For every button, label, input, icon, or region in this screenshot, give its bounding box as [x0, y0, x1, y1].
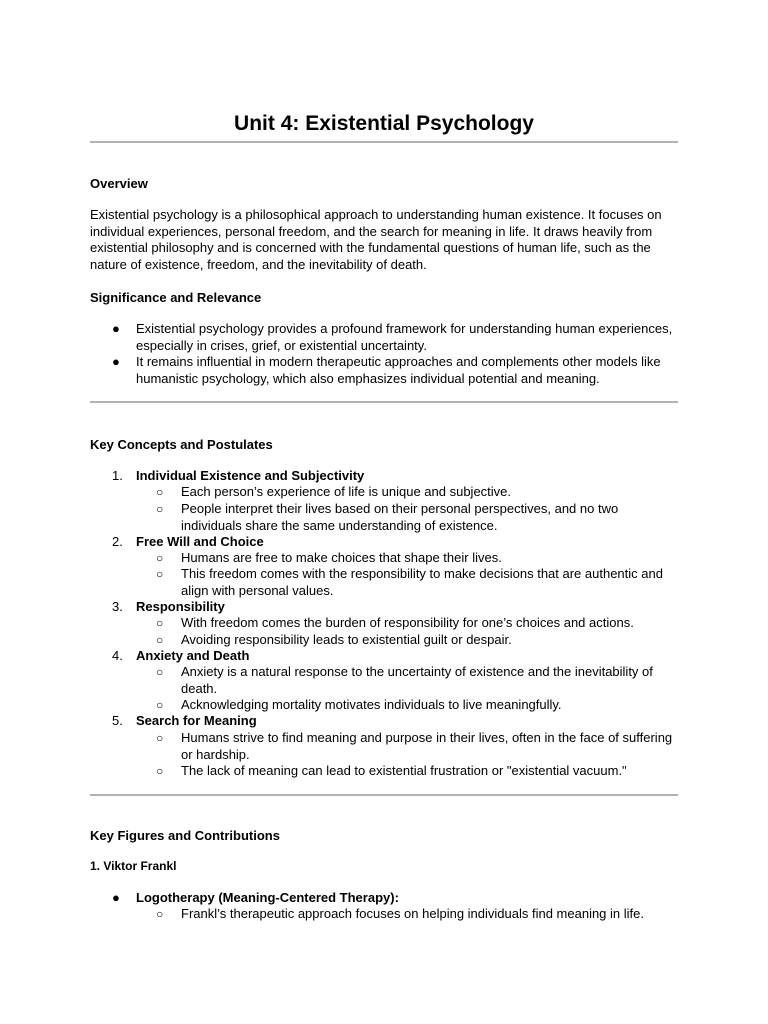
circle-marker: ○: [156, 485, 164, 499]
overview-text: Existential psychology is a philosophical approach to understanding human existence. It focuses on individual experiences, personal freedom, and the search for meaning in life. It draws heavily from existential philosophy and is concerned with the fundamental questions of human life, such as the nature of existence, freedom, and the inevitability of death.: [90, 207, 662, 272]
key-concepts-heading: Key Concepts and Postulates: [90, 437, 273, 452]
concept-item-5: [112, 713, 257, 730]
list-number: 4.: [112, 648, 123, 663]
concept-item-2: [112, 534, 264, 551]
section-divider: [90, 401, 678, 403]
section-divider: [90, 794, 678, 796]
concept-sub-item: [156, 697, 678, 714]
sub-item-text: Acknowledging mortality motivates individuals to live meaningfully.: [181, 697, 562, 712]
concept-title: Individual Existence and Subjectivity: [136, 468, 365, 483]
significance-bullet-2: [110, 354, 678, 387]
title-divider: [90, 141, 678, 143]
circle-marker: ○: [156, 764, 164, 778]
sub-item-text: Frankl’s therapeutic approach focuses on helping individuals find meaning in life.: [181, 906, 644, 921]
concept-item-3: [112, 599, 225, 616]
sub-item-text: Humans strive to find meaning and purpose in their lives, often in the face of suffering or hardship.: [181, 730, 673, 762]
concept-sub-item: [156, 566, 678, 599]
circle-marker: ○: [156, 907, 164, 921]
concept-sub-item: [156, 550, 678, 567]
circle-marker: ○: [156, 698, 164, 712]
overview-heading: Overview: [90, 176, 148, 191]
concept-sub-item: [156, 484, 678, 501]
bullet-marker: ●: [112, 321, 120, 336]
concept-item-4: [112, 648, 249, 665]
sub-item-text: The lack of meaning can lead to existential frustration or "existential vacuum.": [181, 763, 627, 778]
list-number: 2.: [112, 534, 123, 549]
circle-marker: ○: [156, 731, 164, 745]
sub-item-text: Avoiding responsibility leads to existential guilt or despair.: [181, 632, 512, 647]
sub-item-text: Each person’s experience of life is unique and subjective.: [181, 484, 512, 499]
concept-item-1: [112, 468, 364, 485]
circle-marker: ○: [156, 633, 164, 647]
list-number: 3.: [112, 599, 123, 614]
concept-title: Search for Meaning: [136, 713, 257, 728]
list-number: 5.: [112, 713, 123, 728]
significance-heading: Significance and Relevance: [90, 290, 262, 305]
significance-bullet-1: [110, 321, 678, 354]
concept-sub-item: [156, 763, 678, 780]
sub-item-text: This freedom comes with the responsibility to make decisions that are authentic and align with personal values.: [181, 566, 663, 598]
circle-marker: ○: [156, 665, 164, 679]
bullet-text: It remains influential in modern therapeutic approaches and complements other models like humanistic psychology, which also emphasizes individual potential and meaning.: [136, 354, 661, 386]
sub-item-text: Anxiety is a natural response to the uncertainty of existence and the inevitability of death.: [181, 664, 653, 696]
bullet-text: Logotherapy (Meaning-Centered Therapy):: [136, 890, 399, 905]
sub-item-text: People interpret their lives based on their personal perspectives, and no two individuals share the same understanding of existence.: [181, 501, 619, 533]
circle-marker: ○: [156, 616, 164, 630]
circle-marker: ○: [156, 502, 164, 516]
bullet-text: Existential psychology provides a profound framework for understanding human experiences, especially in crises, grief, or existential uncertainty.: [136, 321, 673, 353]
concept-sub-item: [156, 664, 678, 697]
frankl-bullet: [110, 890, 678, 907]
key-figures-heading: Key Figures and Contributions: [90, 828, 280, 843]
concept-sub-item: [156, 501, 678, 534]
circle-marker: ○: [156, 567, 164, 581]
concept-sub-item: [156, 615, 678, 632]
concept-sub-item: [156, 730, 678, 763]
list-number: 1.: [112, 468, 123, 483]
concept-title: Responsibility: [136, 599, 225, 614]
bullet-marker: ●: [112, 354, 120, 369]
figure-heading-frankl: 1. Viktor Frankl: [90, 859, 177, 873]
frankl-sub-item: [156, 906, 678, 923]
sub-item-text: Humans are free to make choices that shape their lives.: [181, 550, 502, 565]
concept-title: Anxiety and Death: [136, 648, 250, 663]
sub-item-text: With freedom comes the burden of responsibility for one’s choices and actions.: [181, 615, 634, 630]
concept-title: Free Will and Choice: [136, 534, 264, 549]
page-title: Unit 4: Existential Psychology: [234, 112, 534, 135]
concept-sub-item: [156, 632, 678, 649]
circle-marker: ○: [156, 551, 164, 565]
bullet-marker: ●: [112, 890, 120, 905]
